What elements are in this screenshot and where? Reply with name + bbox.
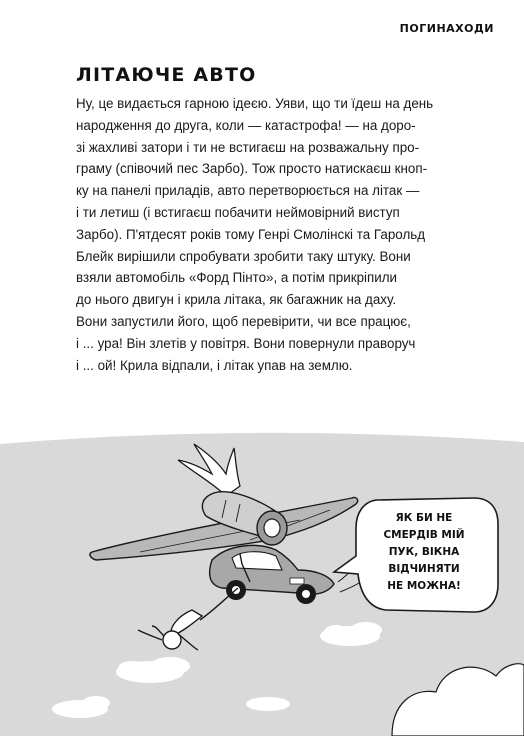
body-line: Ну, це видається гарною ідеєю. Уяви, що ти їдеш на день <box>76 96 434 111</box>
body-line: до нього двигун і крила літака, як багажник на даху. <box>76 292 397 308</box>
body-line: зі жахливі затори і ти не встигаєш на розважальну про- <box>76 139 420 155</box>
article-title: ЛІТАЮЧЕ АВТО <box>76 64 257 86</box>
body-line: граму (співочий пес Зарбо). Тож просто натискаєш кноп- <box>76 161 428 177</box>
body-line: Зарбо). П'ятдесят років тому Генрі Смолінскі та Гарольд <box>76 226 426 242</box>
bubble-line: НЕ МОЖНА! <box>387 580 461 592</box>
body-line: Блейк вирішили спробувати зробити таку штуку. Вони <box>76 248 411 264</box>
body-line: народження до друга, коли — катастрофа! — на доро- <box>76 117 416 133</box>
body-line: і ... ура! Він злетів у повітря. Вони повернули праворуч <box>76 335 416 351</box>
body-line: Вони запустили його, щоб перевірити, чи все працює, <box>76 313 411 329</box>
bubble-line: ВІДЧИНЯТИ <box>388 563 460 575</box>
article-body <box>76 93 496 376</box>
running-head: ПОГИНАХОДИ <box>399 22 494 35</box>
body-line: взяли автомобіль «Форд Пінто», а потім прикріпили <box>76 270 398 286</box>
bubble-line: СМЕРДІВ МІЙ <box>383 529 465 541</box>
body-line: ку на панелі приладів, авто перетворюється на літак — <box>76 183 420 199</box>
speech-bubble-text <box>364 510 484 595</box>
body-line: і ти летиш (і встигаєш побачити неймовірний виступ <box>76 204 400 220</box>
bubble-line: ЯК БИ НЕ <box>395 512 453 524</box>
cloud-icon <box>246 697 290 711</box>
bubble-line: ПУК, ВІКНА <box>388 546 460 558</box>
body-line: і ... ой! Крила відпали, і літак упав на землю. <box>76 357 353 373</box>
